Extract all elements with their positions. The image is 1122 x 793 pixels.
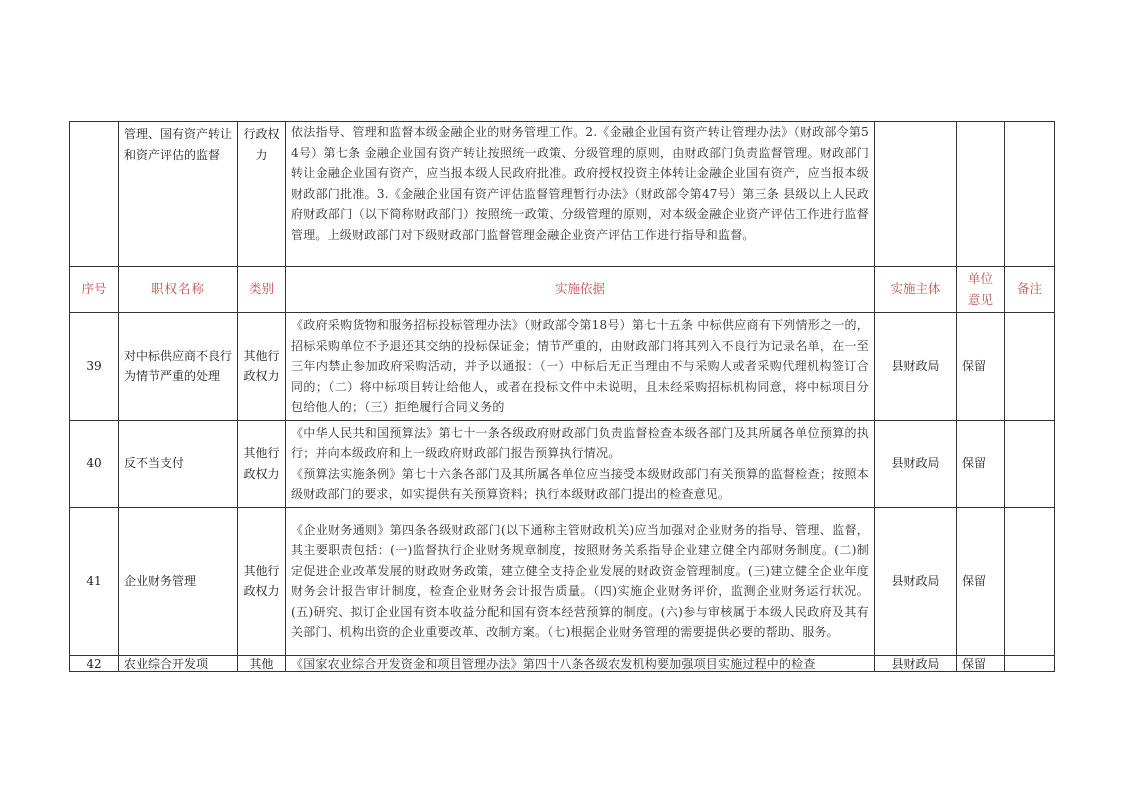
header-basis: 实施依据 xyxy=(286,267,875,313)
header-opinion: 单位意见 xyxy=(957,267,1005,313)
cell-basis: 依法指导、管理和监督本级金融企业的财务管理工作。2.《金融企业国有资产转让管理办法》（财政部令第54号）第七条 金融企业国有资产转让按照统一政策、分级管理的原则，由财政部门负责监督管理。财政部门转让金融企业国有资产，应当报本级人民政府批准。政府授权投资主体转让金融企业国有资产，应当报本级财政部门批准。3.《金融企业国有资产评估监督管理暂行办法》（财政部令第47号）第三条 县级以上人民政府财政部门（以下简称财政部门）按照统一政策、分级管理的原则，对本级金融企业资产评估工作进行监督管理。上级财政部门对下级财政部门监督管理金融企业资产评估工作进行指导和监督。 xyxy=(286,122,875,267)
cell-basis xyxy=(286,420,875,507)
cell-subject: 县财政局 xyxy=(875,420,957,507)
table-row xyxy=(70,313,1055,421)
cell-power-name: 对中标供应商不良行为情节严重的处理 xyxy=(119,313,238,421)
cell-power-name: 反不当支付 xyxy=(119,420,238,507)
cell-no: 40 xyxy=(70,420,119,507)
table-row xyxy=(70,420,1055,507)
cell-subject: 县财政局 xyxy=(875,507,957,655)
header-category: 类别 xyxy=(238,267,286,313)
cell-category: 其他行政权力 xyxy=(238,420,286,507)
power-list-table xyxy=(69,121,1055,672)
cell-no xyxy=(70,122,119,267)
cell-remark xyxy=(1005,122,1055,267)
table-row-continued xyxy=(70,122,1055,267)
cell-opinion: 保留 xyxy=(957,655,1005,671)
cell-basis: 《政府采购货物和服务招标投标管理办法》（财政部令第18号）第七十五条 中标供应商有下列情形之一的，招标采购单位不予退还其交纳的投标保证金；情节严重的，由财政部门将其列入不良行为记录名单，在一至三年内禁止参加政府采购活动，并予以通报：（一）中标后无正当理由不与采购人或者采购代理机构签订合同的；（二）将中标项目转让给他人，或者在投标文件中未说明，且未经采购招标机构同意，将中标项目分包给他人的；（三）拒绝履行合同义务的 xyxy=(286,313,875,421)
header-remark: 备注 xyxy=(1005,267,1055,313)
cell-no: 41 xyxy=(70,507,119,655)
cell-remark xyxy=(1005,507,1055,655)
cell-basis: 《企业财务通则》第四条各级财政部门(以下通称主管财政机关)应当加强对企业财务的指导、管理、监督，其主要职责包括：(一)监督执行企业财务规章制度，按照财务关系指导企业建立健全内部财务制度。(二)制定促进企业改革发展的财政财务政策，建立健全支持企业发展的财政资金管理制度。(三)建立健全企业年度财务会计报告审计制度，检查企业财务会计报告质量。（四)实施企业财务评价，监测企业财务运行状况。(五)研究、拟订企业国有资本收益分配和国有资本经营预算的制度。(六)参与审核属于本级人民政府及其有关部门、机构出资的企业重要改革、改制方案。（七)根据企业财务管理的需要提供必要的帮助、服务。 xyxy=(286,507,875,655)
cell-no: 42 xyxy=(70,655,119,671)
cell-subject: 县财政局 xyxy=(875,313,957,421)
cell-power-name: 管理、国有资产转让和资产评估的监督 xyxy=(119,122,238,267)
table-header-row xyxy=(70,267,1055,313)
basis-paragraph: 《预算法实施条例》第七十六条各部门及其所属各单位应当接受本级财政部门有关预算的监督检查；按照本级财政部门的要求，如实提供有关预算资料；执行本级财政部门提出的检查意见。 xyxy=(291,466,869,501)
cell-opinion xyxy=(957,122,1005,267)
cell-category: 行政权力 xyxy=(238,122,286,267)
cell-no: 39 xyxy=(70,313,119,421)
table-row xyxy=(70,507,1055,655)
cell-power-name: 农业综合开发项 xyxy=(119,655,238,671)
cell-basis: 《国家农业综合开发资金和项目管理办法》第四十八条各级农发机构要加强项目实施过程中的检查 xyxy=(286,655,875,671)
cell-opinion: 保留 xyxy=(957,420,1005,507)
cell-opinion: 保留 xyxy=(957,507,1005,655)
basis-paragraph: 《中华人民共和国预算法》第七十一条各级政府财政部门负责监督检查本级各部门及其所属各单位预算的执行；并向本级政府和上一级政府财政部门报告预算执行情况。 xyxy=(291,425,869,460)
cell-subject xyxy=(875,122,957,267)
cell-subject: 县财政局 xyxy=(875,655,957,671)
cell-opinion: 保留 xyxy=(957,313,1005,421)
cell-remark xyxy=(1005,420,1055,507)
header-power-name: 职权名称 xyxy=(119,267,238,313)
cell-remark xyxy=(1005,313,1055,421)
table-row xyxy=(70,655,1055,671)
cell-category: 其他行政权力 xyxy=(238,313,286,421)
header-subject: 实施主体 xyxy=(875,267,957,313)
cell-power-name: 企业财务管理 xyxy=(119,507,238,655)
cell-remark xyxy=(1005,655,1055,671)
header-no: 序号 xyxy=(70,267,119,313)
cell-category: 其他 xyxy=(238,655,286,671)
cell-category: 其他行政权力 xyxy=(238,507,286,655)
